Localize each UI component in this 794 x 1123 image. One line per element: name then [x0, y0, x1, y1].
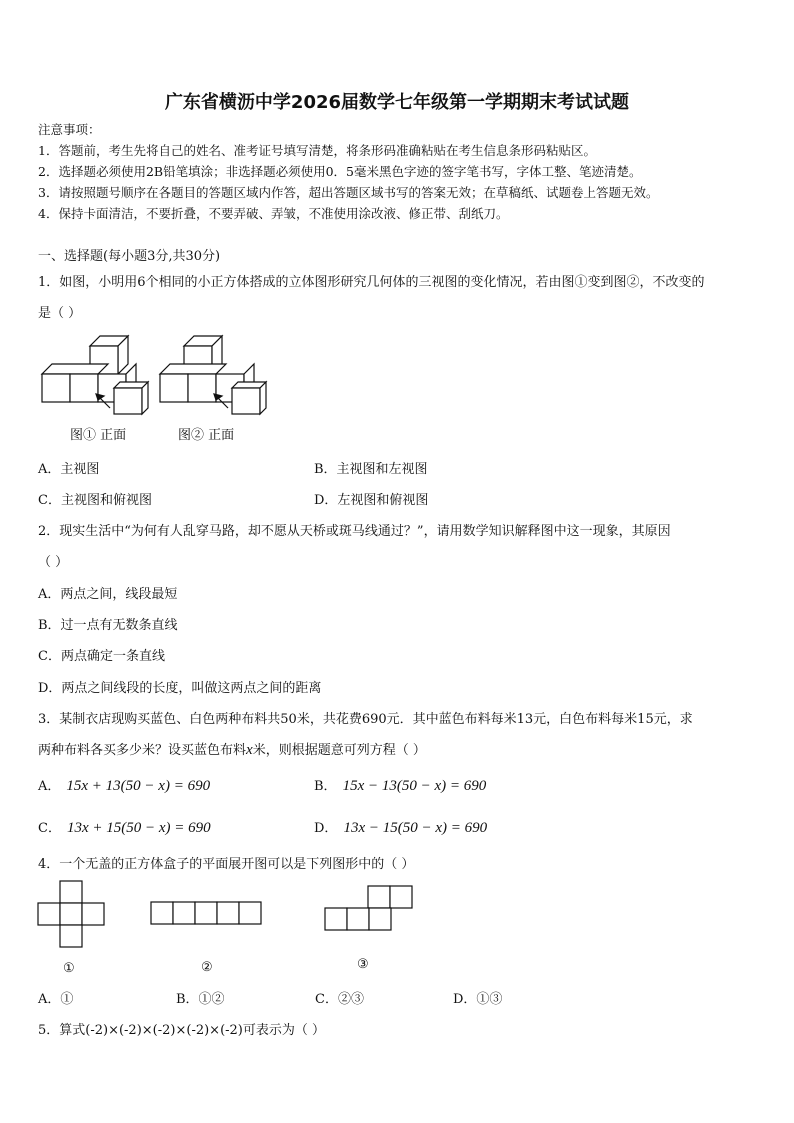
- q2-option-a[interactable]: A．两点之间，线段最短: [38, 587, 178, 602]
- q1-figure-1-caption: 图① 正面: [70, 428, 127, 443]
- question-3-text-cont: [38, 739, 426, 759]
- q4-net-1: [38, 880, 106, 950]
- page-title: 广东省横沥中学2026届数学七年级第一学期期末考试试题: [164, 92, 630, 113]
- question-3-text: 3．某制衣店现购买蓝色、白色两种布料共50米，共花费690元．其中蓝色布料每米13元，白色布料每米15元，求: [38, 712, 693, 727]
- option-expression: 13x + 15(50 − x) = 690: [66, 820, 211, 836]
- q3-text-part: 两种布料各买多少米？设买蓝色布料: [38, 743, 247, 758]
- q1-option-d[interactable]: D．左视图和俯视图: [314, 493, 429, 508]
- option-letter: A．: [38, 779, 61, 794]
- q2-option-b[interactable]: B．过一点有无数条直线: [38, 618, 178, 633]
- section-heading: 一、选择题(每小题3分,共30分): [38, 249, 221, 264]
- notice-item: 4．保持卡面清洁，不要折叠，不要弄破、弄皱，不准使用涂改液、修正带、刮纸刀。: [38, 206, 509, 221]
- q3-variable: x: [246, 742, 253, 758]
- question-1-text: 1．如图，小明用6个相同的小正方体搭成的立体图形研究几何体的三视图的变化情况，若由图①变到图②，不改变的: [38, 275, 705, 290]
- q4-net-3-label: ③: [357, 957, 369, 972]
- q1-option-a[interactable]: A．主视图: [38, 462, 100, 477]
- q2-option-c[interactable]: C．两点确定一条直线: [38, 649, 165, 664]
- q1-figure-2: [158, 336, 268, 421]
- q3-option-b[interactable]: [314, 775, 486, 795]
- question-5-text: 5．算式(-2)×(-2)×(-2)×(-2)×(-2)可表示为（ ）: [38, 1023, 326, 1038]
- option-expression: 15x − 13(50 − x) = 690: [342, 778, 487, 794]
- q4-net-3: [324, 885, 414, 933]
- q1-figure-1: [40, 336, 150, 421]
- notice-item: 3．请按照题号顺序在各题目的答题区域内作答，超出答题区域书写的答案无效；在草稿纸、试题卷上答题无效。: [38, 185, 659, 200]
- q2-option-d[interactable]: D．两点之间线段的长度，叫做这两点之间的距离: [38, 681, 322, 696]
- question-4-text: 4．一个无盖的正方体盒子的平面展开图可以是下列图形中的（ ）: [38, 857, 415, 872]
- q3-option-a[interactable]: [38, 775, 210, 795]
- option-expression: 15x + 13(50 − x) = 690: [66, 778, 211, 794]
- option-letter: B．: [314, 779, 337, 794]
- q4-option-c[interactable]: C．②③: [315, 992, 364, 1007]
- option-expression: 13x − 15(50 − x) = 690: [343, 820, 488, 836]
- q3-option-c[interactable]: [38, 817, 211, 837]
- option-letter: C．: [38, 821, 61, 836]
- option-letter: D．: [314, 821, 338, 836]
- question-1-text-cont: 是（ ）: [38, 306, 82, 321]
- q4-net-1-label: ①: [63, 961, 75, 976]
- q4-option-d[interactable]: D．①③: [453, 992, 503, 1007]
- q1-option-b[interactable]: B．主视图和左视图: [314, 462, 428, 477]
- notice-heading: 注意事项：: [38, 122, 101, 137]
- q1-figure-2-caption: 图② 正面: [178, 428, 235, 443]
- question-2-text-cont: （ ）: [38, 555, 69, 570]
- notice-item: 2．选择题必须使用2B铅笔填涂；非选择题必须使用0．5毫米黑色字迹的签字笔书写，字体工整、笔迹清楚。: [38, 164, 642, 179]
- q3-option-d[interactable]: [314, 817, 487, 837]
- q4-option-b[interactable]: B．①②: [176, 992, 225, 1007]
- q4-net-2: [150, 901, 264, 925]
- question-2-text: 2．现实生活中“为何有人乱穿马路，却不愿从天桥或斑马线通过？”，请用数学知识解释图中这一现象，其原因: [38, 524, 671, 539]
- notice-item: 1．答题前，考生先将自己的姓名、准考证号填写清楚，将条形码准确粘贴在考生信息条形码粘贴区。: [38, 143, 596, 158]
- q4-option-a[interactable]: A．①: [38, 992, 74, 1007]
- q4-net-2-label: ②: [201, 960, 213, 975]
- q3-text-part: 米，则根据题意可列方程（ ）: [252, 743, 426, 758]
- q1-option-c[interactable]: C．主视图和俯视图: [38, 493, 152, 508]
